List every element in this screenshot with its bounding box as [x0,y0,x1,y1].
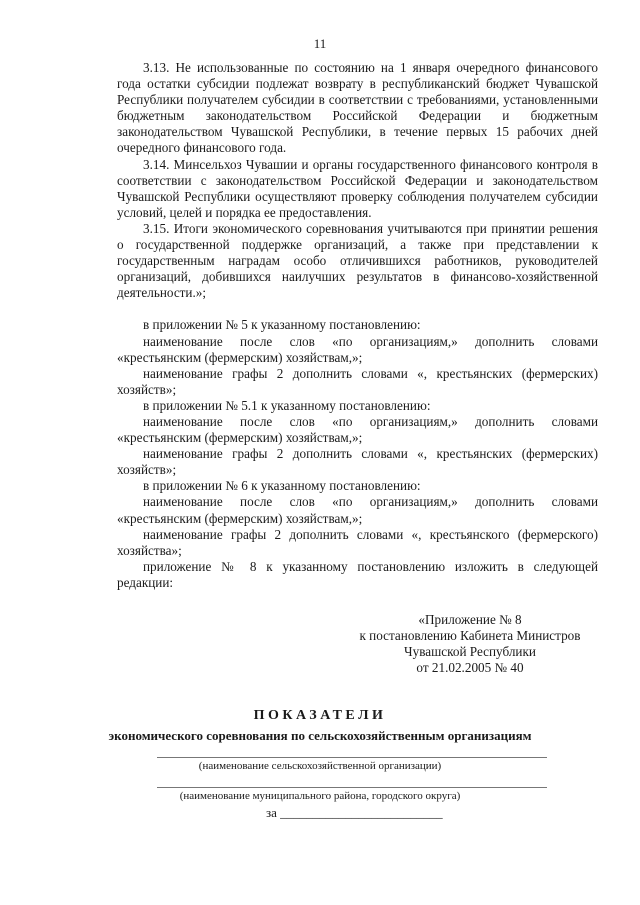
district-name-line [157,787,547,788]
doc-title: ПОКАЗАТЕЛИ [253,708,387,723]
paragraph-annex-5-1: в приложении № 5.1 к указанному постановлению: [143,397,431,413]
page-number: 11 [313,36,327,51]
paragraph-annex-5-1-column: наименование графы 2 дополнить словами «, крестьянских (фермерских) хозяйств»; [117,446,598,478]
period-label: за [266,805,277,820]
paragraph-annex-5-1-name: наименование после слов «по организациям,» дополнить словами «крестьянским (фермерским) хозяйствам,»; [117,413,598,446]
paragraph-annex-6-column: наименование графы 2 дополнить словами «, крестьянского (фермерского) хозяйства»; [117,526,598,558]
body-text [117,60,598,591]
org-name-caption: (наименование сельскохозяйственной организации) [198,760,442,772]
annex-line-1: «Приложение № 8 [418,612,522,627]
doc-subtitle: экономического соревнования по сельскохозяйственным организациям [108,728,532,743]
paragraph-annex-6-name: наименование после слов «по организациям,» дополнить словами «крестьянским (фермерским) хозяйствам,»; [117,494,598,526]
paragraph-annex-5-name: наименование после слов «по организациям,» дополнить словами «крестьянским (фермерским) хозяйствам,»; [117,333,598,365]
period-field [266,805,443,821]
annex-header [330,612,610,676]
annex-line-4: от 21.02.2005 № 40 [416,660,524,676]
annex-line-3: Чувашской Республики [404,644,536,660]
district-name-caption: (наименование муниципального района, городского округа) [179,790,461,802]
annex-line-2: к постановлению Кабинета Министров [359,628,581,644]
period-blank: _________________________ [280,805,443,820]
paragraph-3-13: 3.13. Не использованные по состоянию на 1 января очередного финансового года остатки субсидии подлежат возврату в республиканский бюджет Чувашской Республики получателем субсидии в соответствии с требованиями, установленными бюджетным законодательством Российской Федерации и бюджетным законодательством Чувашской Республики, в течение первых 15 рабочих дней очередного финансового года. [117,60,598,156]
paragraph-3-15: 3.15. Итоги экономического соревнования учитываются при принятии решения о государственной поддержке организаций, а также при представлении к государственным наградам особо отличившихся работников, руководителей организаций, добившихся наилучших результатов в финансово-хозяйственной деятельности.»; [117,220,598,301]
paragraph-annex-5: в приложении № 5 к указанному постановлению: [143,317,421,333]
paragraph-annex-5-column: наименование графы 2 дополнить словами «, крестьянских (фермерских) хозяйств»; [117,365,598,397]
paragraph-annex-6: в приложении № 6 к указанному постановлению: [143,478,421,494]
paragraph-annex-8: приложение № 8 к указанному постановлению изложить в следующей редакции: [117,558,598,590]
paragraph-3-14: 3.14. Минсельхоз Чувашии и органы государственного финансового контроля в соответствии с законодательством Российской Федерации и законодательством Чувашской Республики осуществляют проверку соблюдения получателем субсидии условий, целей и порядка ее предоставления. [117,156,598,220]
org-name-line [157,757,547,758]
